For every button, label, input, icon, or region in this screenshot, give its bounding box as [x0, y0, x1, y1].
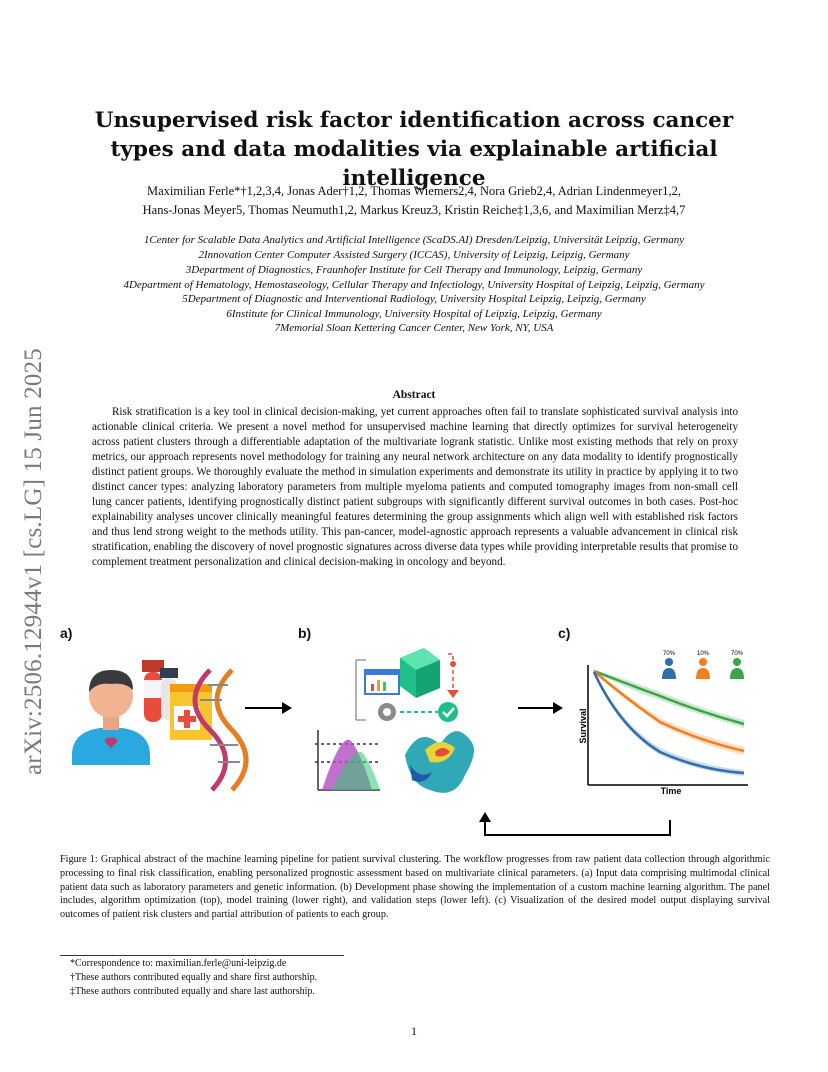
time-axis-label: Time	[660, 786, 682, 796]
loop-back-arrow-icon	[479, 812, 670, 835]
affiliation-5: 5Department of Diagnostic and Interventional Radiology, University Hospital Leipzig, Leipzig, Germany	[182, 293, 646, 305]
affiliation-1: 1Center for Scalable Data Analytics and Artificial Intelligence (ScaDS.AI) Dresden/Leipzig, Universität Leipzig, Germany	[143, 234, 685, 246]
affiliation-7: 7Memorial Sloan Kettering Cancer Center, New York, NY, USA	[274, 322, 554, 334]
arrow-b-to-c-icon	[518, 702, 563, 714]
footnote-correspondence: *Correspondence to: maximilian.ferle@uni-leipzig.de	[70, 958, 287, 969]
patient-blue-icon	[665, 658, 673, 666]
abstract-body: Risk stratification is a key tool in clinical decision-making, yet current approaches often fail to translate sophisticated survival analysis into actionable clinical criteria. We present a novel method for unsupervised machine learning that directly optimizes for survival heterogeneity across patient clusters through a differentiable adaptation of the multivariate logrank statistic. Unlike most existing methods that rely on proxy metrics, our approach represents novel methodology for training any neural network architecture on any data modality to identify prognostically distinct patient groups. We thoroughly evaluate the method in simulation experiments and demonstrate its utility in practice by applying it to two distinct cancer types: analyzing laboratory parameters from multiple myeloma patients and computed tomography images from non-small cell lung cancer patients, identifying prognostically distinct patient subgroups with significantly different survival outcomes in both cases. Post-hoc explainability analyses uncover clinically meaningful features determining the group assignments which align well with established risk factors and thus lend strong weight to the methods utility. This pan-cancer, model-agnostic approach represents a valuable advancement in clinical risk stratification, enabling the discovery of novel prognostic signatures across diverse data types while providing interpretable results that promise to complement treatment personalization and clinical decision-making in oncology and beyond.	[92, 406, 738, 568]
graphical-abstract-figure	[60, 640, 770, 850]
arxiv-stamp: arXiv:2506.12944v1 [cs.LG] 15 Jun 2025	[20, 348, 47, 775]
panel-label-a: a)	[60, 625, 73, 641]
patient-green-icon	[733, 658, 741, 666]
author-list	[40, 182, 788, 220]
gear-icon	[378, 703, 396, 721]
figure-caption: Figure 1: Graphical abstract of the machine learning pipeline for patient survival clustering. The workflow progresses from raw patient data collection through algorithmic processing to final risk classification, enabling personalized prognostic assessment based on multivariate clinical parameters. (a) Input data comprising multimodal clinical patient data such as laboratory parameters and genetic information. (b) Development phase showing the implementation of a custom machine learning algorithm. The panel includes, algorithm optimization (top), model training (lower right), and validation steps (lower left). (c) Visualization of the desired model output displaying survival outcomes of patient risk clusters and partial attribution of patients to each group.	[60, 854, 770, 921]
footnote-rule	[60, 955, 344, 956]
affiliation-2: 2Innovation Center Computer Assisted Surgery (ICCAS), University of Leipzig, Leipzig, Germany	[198, 249, 630, 261]
survival-chart	[588, 665, 748, 785]
optimization-cube-icon	[400, 648, 440, 698]
affiliation-3: 3Department of Diagnostics, Fraunhofer Institute for Cell Therapy and Immunology, Leipzig, Germany	[185, 264, 643, 276]
footnote-last-authorship: ‡These authors contributed equally and share last authorship.	[70, 986, 315, 997]
paper-title: Unsupervised risk factor identification across cancer types and data modalities via explainable artificial intelligence	[94, 108, 734, 191]
panel-label-b: b)	[298, 625, 312, 641]
distribution-plot	[315, 730, 380, 790]
medicine-box-icon	[170, 684, 212, 740]
check-icon	[438, 702, 458, 722]
affiliation-4: 4Department of Hematology, Hemostaseology, Cellular Therapy and Infectiology, University Hospital of Leipzig, Leipzig, Germany	[123, 279, 705, 291]
survival-axis-label: Survival	[578, 708, 588, 744]
abstract-heading: Abstract	[392, 389, 436, 401]
loss-surface-plot	[405, 731, 474, 793]
patient-orange-icon	[699, 658, 707, 666]
percent-label-blue: 70%	[662, 651, 676, 657]
arrow-a-to-b-icon	[245, 702, 292, 714]
percent-label-orange: 10%	[696, 651, 710, 657]
feedback-arrow-icon	[447, 654, 459, 698]
authors-line-1: Maximilian Ferle*†1,2,3,4, Jonas Ader†1,2, Thomas Wiemers2,4, Nora Grieb2,4, Adrian Lindenmeyer1,2,	[146, 184, 681, 198]
patient-illustration	[72, 670, 150, 765]
percent-label-green: 70%	[730, 651, 744, 657]
patient-icons	[662, 651, 744, 679]
footnote-first-authorship: †These authors contributed equally and share first authorship.	[70, 972, 318, 983]
authors-line-2: Hans-Jonas Meyer5, Thomas Neumuth1,2, Markus Kreuz3, Kristin Reiche‡1,3,6, and Maximilian Merz‡4,7	[142, 203, 686, 217]
chart-window-icon	[365, 670, 399, 694]
page-number: 1	[411, 1024, 417, 1038]
panel-label-c: c)	[558, 625, 571, 641]
affiliation-6: 6Institute for Clinical Immunology, University Hospital of Leipzig, Leipzig, Germany	[226, 308, 602, 320]
